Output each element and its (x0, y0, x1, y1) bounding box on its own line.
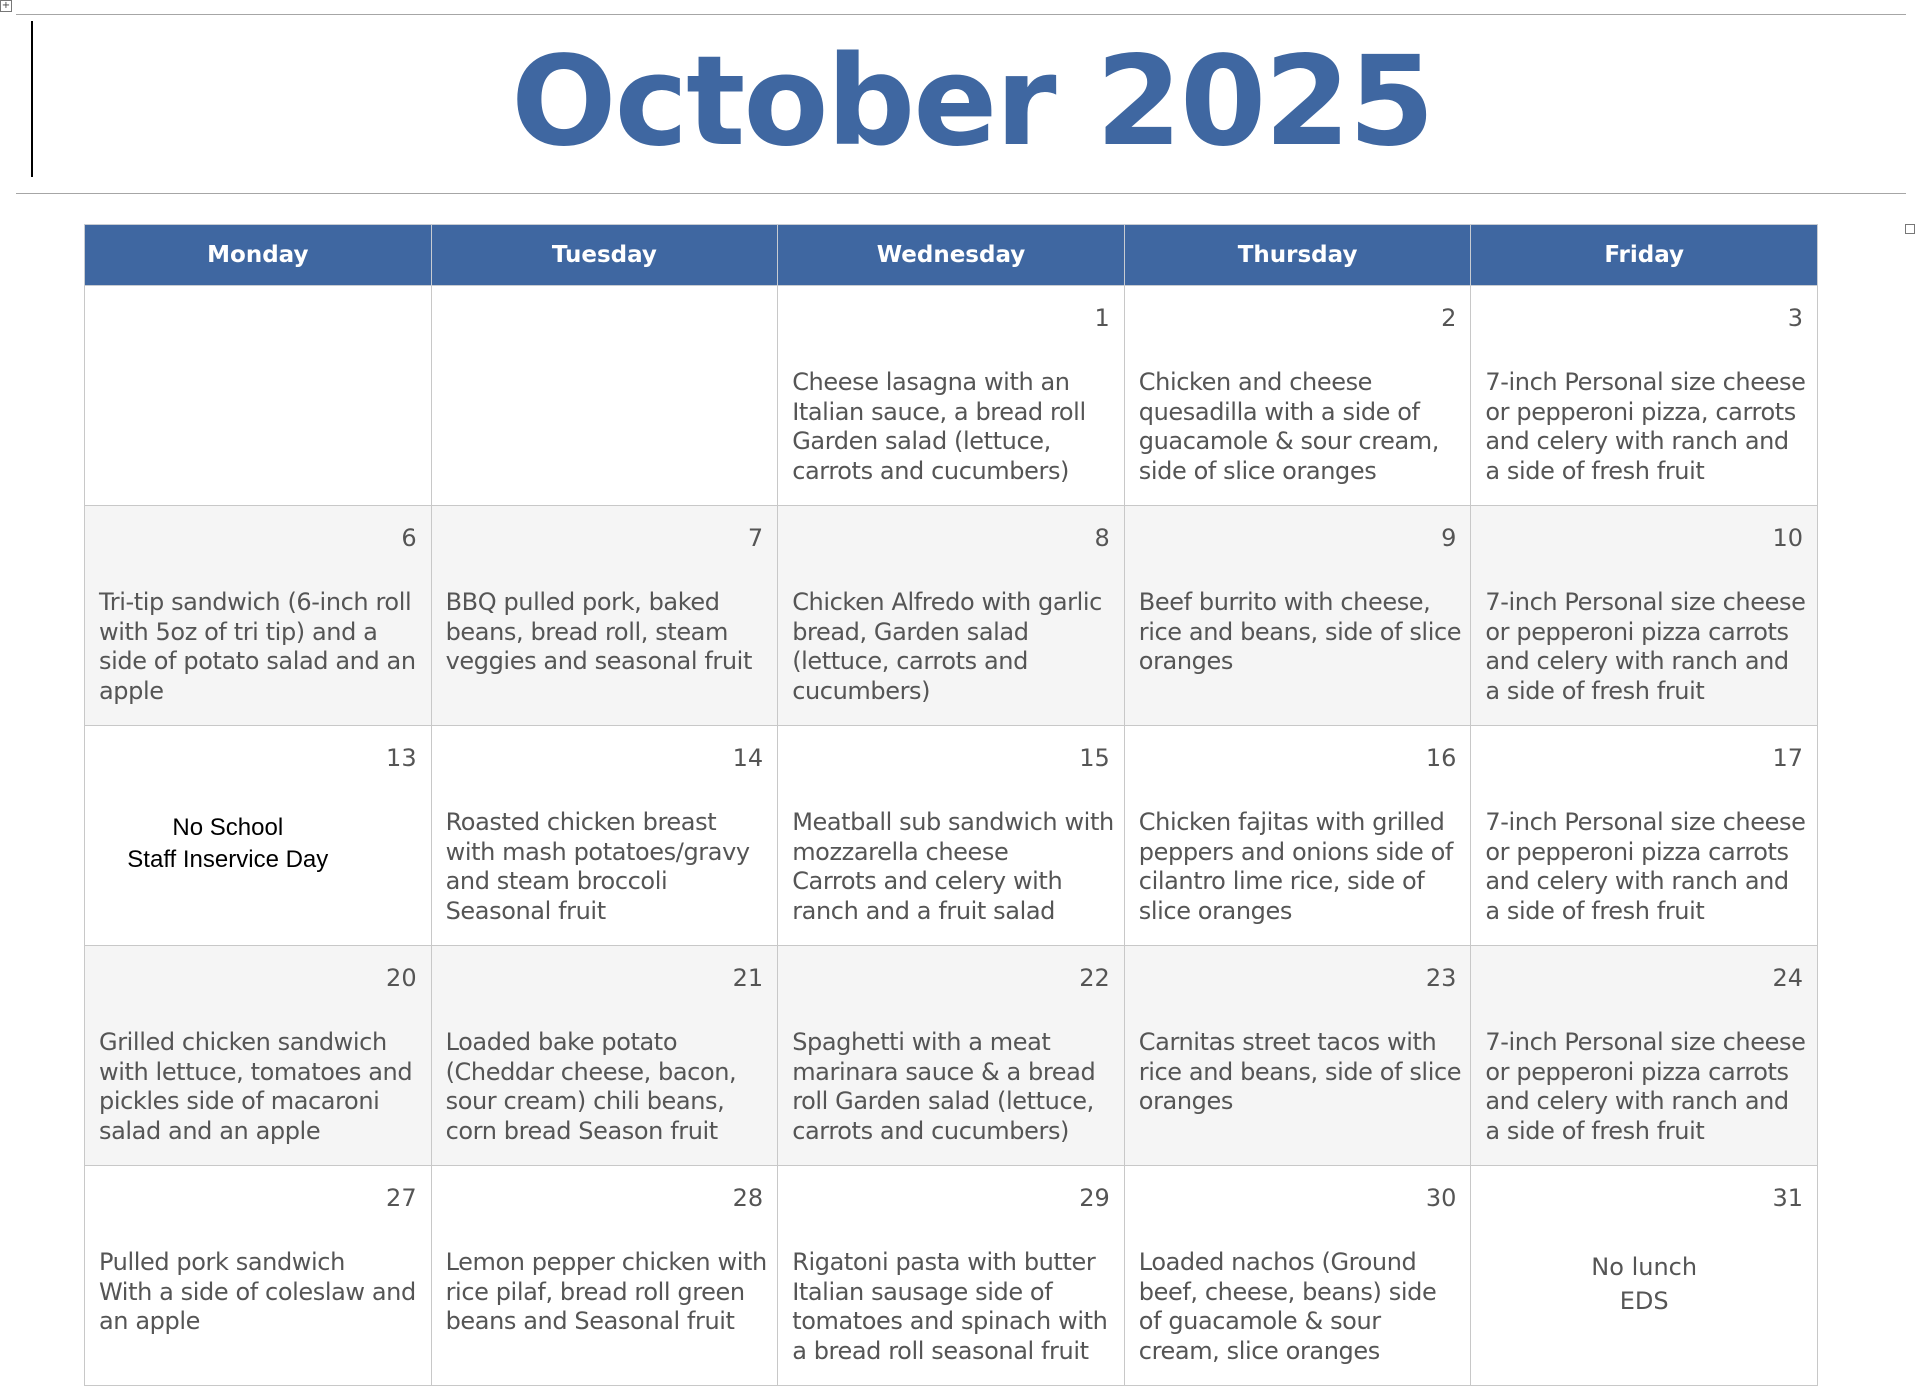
day-number: 16 (1425, 744, 1457, 772)
menu-text: Roasted chicken breast with mash potatoes/gravy and steam broccoli Seasonal fruit (445, 808, 750, 925)
menu-text: Lemon pepper chicken with rice pilaf, bread roll green beans and Seasonal fruit (445, 1248, 767, 1335)
day-number: 28 (732, 1184, 764, 1212)
calendar-table (84, 224, 1818, 1386)
menu-text: Carnitas street tacos with rice and beans, side of slice oranges (1138, 1028, 1462, 1115)
day-cell[interactable] (778, 946, 1125, 1166)
day-number: 10 (1772, 524, 1803, 552)
menu-text: Tri-tip sandwich (6-inch roll with 5oz of tri tip) and a side of potato salad and an apple (99, 588, 416, 705)
menu-text: Beef burrito with cheese, rice and beans, side of slice oranges (1138, 588, 1462, 675)
menu-text: Spaghetti with a meat marinara sauce & a bread roll Garden salad (lettuce, carrots and cucumbers) (792, 1028, 1096, 1145)
header-thursday: Thursday (1124, 225, 1471, 286)
day-cell[interactable] (1124, 286, 1471, 506)
menu-text: BBQ pulled pork, baked beans, bread roll, steam veggies and seasonal fruit (445, 588, 752, 675)
no-lunch-note: No lunch EDS (1591, 1253, 1698, 1315)
menu-text: Meatball sub sandwich with mozzarella cheese Carrots and celery with ranch and a fruit salad (792, 808, 1114, 925)
day-number: 20 (386, 964, 417, 992)
day-cell[interactable] (778, 726, 1125, 946)
day-cell[interactable] (431, 506, 778, 726)
day-cell[interactable] (1124, 726, 1471, 946)
header-monday: Monday (85, 225, 432, 286)
menu-text: Loaded bake potato (Cheddar cheese, bacon, sour cream) chili beans, corn bread Season fruit (445, 1028, 737, 1145)
day-cell[interactable] (1471, 1166, 1818, 1386)
header-bottom-rule (16, 193, 1906, 194)
day-number: 1 (1094, 304, 1110, 332)
menu-text: 7-inch Personal size cheese or pepperoni pizza, carrots and celery with ranch and a side of fresh fruit (1485, 368, 1806, 485)
day-number: 3 (1787, 304, 1803, 332)
day-cell[interactable] (431, 726, 778, 946)
table-move-handle-icon[interactable]: + (1, 0, 11, 11)
day-number: 17 (1772, 744, 1803, 772)
no-school-note: No School Staff Inservice Day (127, 814, 329, 873)
day-number: 9 (1441, 524, 1457, 552)
menu-text: Loaded nachos (Ground beef, cheese, beans) side of guacamole & sour cream, slice oranges (1138, 1248, 1437, 1365)
menu-text: Chicken fajitas with grilled peppers and onions side of cilantro lime rice, side of slice oranges (1138, 808, 1453, 925)
header-tuesday: Tuesday (431, 225, 778, 286)
menu-text: Rigatoni pasta with butter Italian sausage side of tomatoes and spinach with a bread roll seasonal fruit (792, 1248, 1108, 1365)
menu-text: Grilled chicken sandwich with lettuce, tomatoes and pickles side of macaroni salad and an apple (99, 1028, 413, 1145)
week-row-4 (85, 946, 1818, 1166)
day-cell[interactable] (85, 1166, 432, 1386)
day-number: 24 (1772, 964, 1803, 992)
day-cell[interactable] (1471, 286, 1818, 506)
menu-text: 7-inch Personal size cheese or pepperoni pizza carrots and celery with ranch and a side of fresh fruit (1485, 1028, 1806, 1145)
day-number: 15 (1079, 744, 1110, 772)
day-cell[interactable] (1124, 506, 1471, 726)
header-friday: Friday (1471, 225, 1818, 286)
day-number: 6 (401, 524, 417, 552)
week-row-1 (85, 286, 1818, 506)
day-number: 8 (1094, 524, 1110, 552)
menu-text: Cheese lasagna with an Italian sauce, a bread roll Garden salad (lettuce, carrots and cucumbers) (792, 368, 1086, 485)
day-number: 7 (747, 524, 764, 552)
header-top-rule (16, 14, 1906, 15)
weekday-header-row (85, 225, 1818, 286)
day-number: 29 (1079, 1184, 1110, 1212)
week-row-2 (85, 506, 1818, 726)
menu-text: 7-inch Personal size cheese or pepperoni pizza carrots and celery with ranch and a side of fresh fruit (1485, 588, 1806, 705)
day-cell[interactable] (1124, 1166, 1471, 1386)
day-cell[interactable] (431, 1166, 778, 1386)
day-cell[interactable] (778, 1166, 1125, 1386)
day-number: 14 (732, 744, 764, 772)
day-number: 13 (386, 744, 417, 772)
day-cell[interactable] (431, 286, 778, 506)
day-cell[interactable] (85, 726, 432, 946)
page-title: October 2025 (511, 30, 1433, 174)
day-number: 21 (732, 964, 764, 992)
week-row-3 (85, 726, 1818, 946)
day-cell[interactable] (778, 286, 1125, 506)
menu-text: Chicken and cheese quesadilla with a side of guacamole & sour cream, side of slice oranges (1138, 368, 1440, 485)
day-cell[interactable] (1124, 946, 1471, 1166)
day-cell[interactable] (778, 506, 1125, 726)
day-number: 22 (1079, 964, 1110, 992)
table-resize-handle-icon[interactable] (1905, 224, 1915, 234)
day-cell[interactable] (1471, 506, 1818, 726)
day-cell[interactable] (85, 946, 432, 1166)
day-cell[interactable] (1471, 946, 1818, 1166)
week-row-5 (85, 1166, 1818, 1386)
day-number: 30 (1425, 1184, 1457, 1212)
day-number: 23 (1425, 964, 1457, 992)
day-cell[interactable] (85, 286, 432, 506)
day-cell[interactable] (431, 946, 778, 1166)
menu-text: Chicken Alfredo with garlic bread, Garden salad (lettuce, carrots and cucumbers) (792, 588, 1102, 705)
day-number: 2 (1441, 304, 1457, 332)
day-cell[interactable] (1471, 726, 1818, 946)
menu-text: 7-inch Personal size cheese or pepperoni pizza carrots and celery with ranch and a side of fresh fruit (1485, 808, 1806, 925)
header-wednesday: Wednesday (778, 225, 1125, 286)
day-number: 27 (386, 1184, 417, 1212)
day-number: 31 (1772, 1184, 1803, 1212)
menu-text: Pulled pork sandwich With a side of coleslaw and an apple (99, 1248, 416, 1335)
day-cell[interactable] (85, 506, 432, 726)
